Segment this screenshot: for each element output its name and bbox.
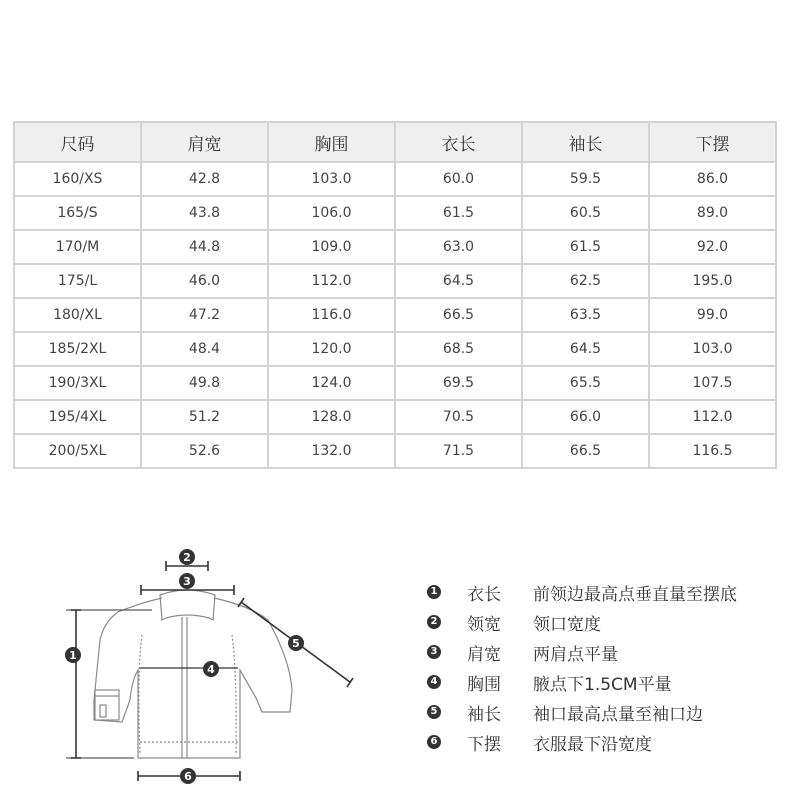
legend-item — [425, 637, 737, 667]
table-cell: 43.8 — [141, 196, 268, 230]
table-cell: 49.8 — [141, 366, 268, 400]
size-table — [13, 121, 777, 469]
legend-item — [425, 577, 737, 607]
legend-term: 肩宽 — [467, 644, 501, 665]
header-chest: 胸围 — [268, 122, 395, 162]
legend-description: 袖口最高点量至袖口边 — [533, 704, 703, 725]
marker-3 — [179, 573, 195, 589]
table-cell: 99.0 — [649, 298, 776, 332]
table-row — [14, 230, 776, 264]
table-cell: 60.5 — [522, 196, 649, 230]
header-size: 尺码 — [14, 122, 141, 162]
legend-term: 下摆 — [467, 734, 501, 755]
size-table-header-row — [14, 122, 776, 162]
jacket-measurement-diagram — [55, 540, 385, 795]
header-length: 衣长 — [395, 122, 522, 162]
marker-1-label: 1 — [69, 649, 77, 662]
legend-description: 衣服最下沿宽度 — [533, 734, 652, 755]
table-cell: 61.5 — [522, 230, 649, 264]
table-cell: 86.0 — [649, 162, 776, 196]
table-cell: 195.0 — [649, 264, 776, 298]
legend-term: 领宽 — [467, 614, 501, 635]
table-cell: 51.2 — [141, 400, 268, 434]
table-row — [14, 366, 776, 400]
legend-item — [425, 697, 737, 727]
table-cell: 170/M — [14, 230, 141, 264]
table-cell: 63.0 — [395, 230, 522, 264]
legend-term: 袖长 — [467, 704, 501, 725]
table-cell: 66.5 — [522, 434, 649, 468]
marker-4 — [203, 661, 219, 677]
marker-5 — [288, 635, 304, 651]
table-cell: 200/5XL — [14, 434, 141, 468]
header-hem: 下摆 — [649, 122, 776, 162]
measurement-legend — [425, 577, 737, 757]
table-cell: 68.5 — [395, 332, 522, 366]
table-cell: 66.5 — [395, 298, 522, 332]
marker-6-label: 6 — [184, 770, 192, 783]
legend-item — [425, 607, 737, 637]
table-cell: 59.5 — [522, 162, 649, 196]
header-sleeve: 袖长 — [522, 122, 649, 162]
table-cell: 190/3XL — [14, 366, 141, 400]
table-cell: 107.5 — [649, 366, 776, 400]
table-cell: 47.2 — [141, 298, 268, 332]
legend-term: 胸围 — [467, 674, 501, 695]
table-cell: 103.0 — [649, 332, 776, 366]
table-cell: 42.8 — [141, 162, 268, 196]
marker-4-label: 4 — [207, 663, 215, 676]
legend-number: 4 — [427, 675, 441, 689]
table-row — [14, 434, 776, 468]
table-cell: 60.0 — [395, 162, 522, 196]
table-cell: 92.0 — [649, 230, 776, 264]
legend-description: 腋点下1.5CM平量 — [533, 674, 672, 695]
table-cell: 69.5 — [395, 366, 522, 400]
header-shoulder: 肩宽 — [141, 122, 268, 162]
table-cell: 112.0 — [649, 400, 776, 434]
table-cell: 175/L — [14, 264, 141, 298]
marker-3-label: 3 — [183, 575, 191, 588]
legend-number: 5 — [427, 705, 441, 719]
table-cell: 89.0 — [649, 196, 776, 230]
table-cell: 180/XL — [14, 298, 141, 332]
table-cell: 116.5 — [649, 434, 776, 468]
table-cell: 70.5 — [395, 400, 522, 434]
table-cell: 132.0 — [268, 434, 395, 468]
table-cell: 106.0 — [268, 196, 395, 230]
table-cell: 48.4 — [141, 332, 268, 366]
table-cell: 65.5 — [522, 366, 649, 400]
legend-description: 两肩点平量 — [533, 644, 618, 665]
legend-number: 6 — [427, 735, 441, 749]
marker-2-label: 2 — [183, 551, 191, 564]
table-cell: 44.8 — [141, 230, 268, 264]
table-cell: 112.0 — [268, 264, 395, 298]
marker-6 — [180, 768, 196, 784]
table-row — [14, 332, 776, 366]
table-cell: 46.0 — [141, 264, 268, 298]
table-cell: 52.6 — [141, 434, 268, 468]
table-row — [14, 162, 776, 196]
marker-1 — [65, 647, 81, 663]
table-row — [14, 298, 776, 332]
table-cell: 128.0 — [268, 400, 395, 434]
table-cell: 64.5 — [395, 264, 522, 298]
legend-item — [425, 667, 737, 697]
table-cell: 120.0 — [268, 332, 395, 366]
table-cell: 63.5 — [522, 298, 649, 332]
legend-description: 领口宽度 — [533, 614, 601, 635]
jacket-icon — [94, 590, 292, 758]
table-row — [14, 196, 776, 230]
legend-number: 2 — [427, 615, 441, 629]
table-cell: 62.5 — [522, 264, 649, 298]
table-cell: 195/4XL — [14, 400, 141, 434]
table-cell: 66.0 — [522, 400, 649, 434]
legend-number: 3 — [427, 645, 441, 659]
table-row — [14, 400, 776, 434]
table-cell: 116.0 — [268, 298, 395, 332]
legend-item — [425, 727, 737, 757]
legend-number: 1 — [427, 585, 441, 599]
marker-2 — [179, 549, 195, 565]
table-cell: 185/2XL — [14, 332, 141, 366]
table-cell: 64.5 — [522, 332, 649, 366]
table-cell: 61.5 — [395, 196, 522, 230]
table-cell: 160/XS — [14, 162, 141, 196]
table-cell: 165/S — [14, 196, 141, 230]
table-cell: 109.0 — [268, 230, 395, 264]
table-cell: 71.5 — [395, 434, 522, 468]
table-cell: 103.0 — [268, 162, 395, 196]
marker-5-label: 5 — [292, 637, 300, 650]
table-cell: 124.0 — [268, 366, 395, 400]
legend-term: 衣长 — [467, 584, 501, 605]
table-row — [14, 264, 776, 298]
legend-description: 前领边最高点垂直量至摆底 — [533, 584, 737, 605]
